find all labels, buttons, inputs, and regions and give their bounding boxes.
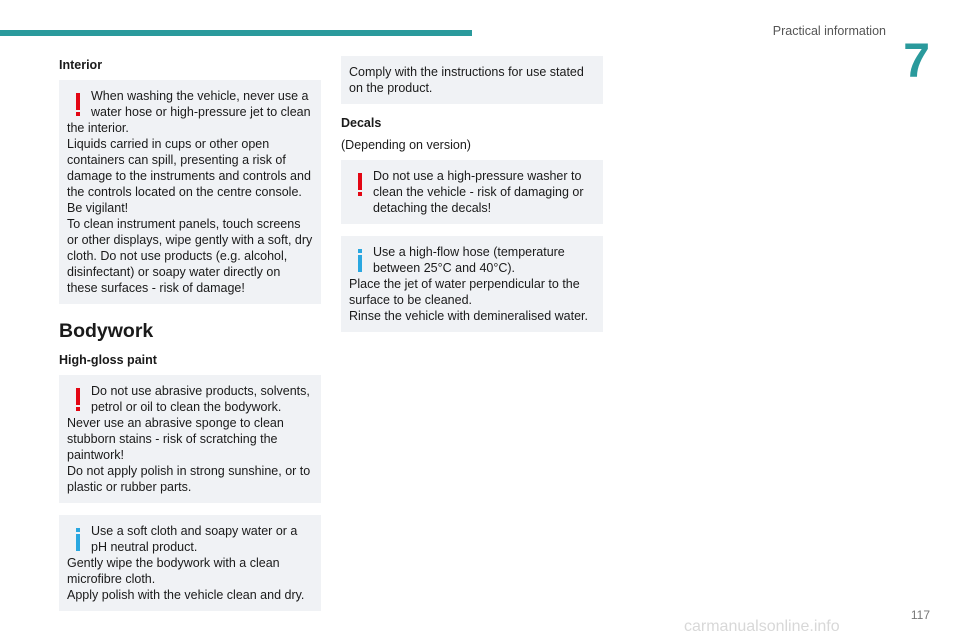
info-icon	[354, 249, 366, 272]
notice-text: Place the jet of water perpendicular to the surface to be cleaned.	[349, 277, 580, 307]
notice-text: Rinse the vehicle with demineralised water.	[349, 309, 589, 323]
warning-icon	[72, 388, 84, 411]
paint-heading: High-gloss paint	[59, 353, 157, 367]
chapter-number: 7	[903, 35, 930, 88]
interior-heading: Interior	[59, 58, 103, 72]
warning-icon	[354, 173, 366, 196]
continued-box	[341, 56, 603, 104]
notice-text: Do not use abrasive products, solvents, petrol or oil to clean the bodywork.	[91, 384, 310, 414]
notice-text: When washing the vehicle, never use a water hose or high-pressure jet to clean	[91, 89, 311, 119]
notice-text: Liquids carried in cups or other open containers can spill, presenting a risk of damage to the instruments and controls and the controls located on the centre console. Be vigilant!	[67, 137, 311, 215]
bodywork-heading: Bodywork	[59, 320, 154, 342]
paint-warning-box	[59, 375, 321, 503]
notice-text: Use a soft cloth and soapy water or a pH neutral product.	[91, 524, 298, 554]
notice-text: To clean instrument panels, touch screens or other displays, wipe gently with a soft, dry cloth. Do not use products (e.g. alcohol, disinfectant) or soapy water directly on these surfaces - risk of damage!	[67, 217, 313, 295]
watermark: carmanualsonline.info	[684, 618, 840, 635]
decals-version-note: (Depending on version)	[341, 138, 471, 152]
header-accent-bar	[0, 30, 472, 36]
notice-text: Do not apply polish in strong sunshine, or to plastic or rubber parts.	[67, 464, 311, 494]
interior-warning-box	[59, 80, 321, 304]
decals-info-box	[341, 236, 603, 332]
notice-text: Do not use a high-pressure washer to clean the vehicle - risk of damaging or detaching the decals!	[373, 169, 584, 215]
section-title: Practical information	[772, 24, 886, 38]
paint-info-box	[59, 515, 321, 611]
notice-text: the interior.	[67, 121, 129, 135]
decals-warning-box	[341, 160, 603, 224]
info-icon	[72, 528, 84, 551]
decals-heading: Decals	[341, 116, 382, 130]
notice-text: Gently wipe the bodywork with a clean microfibre cloth.	[67, 556, 280, 586]
notice-text: Use a high-flow hose (temperature between 25°C and 40°C).	[373, 245, 565, 275]
page-number: 117	[910, 608, 930, 622]
notice-text: Apply polish with the vehicle clean and dry.	[67, 588, 305, 602]
notice-text: Comply with the instructions for use stated on the product.	[349, 65, 584, 95]
warning-icon	[72, 93, 84, 116]
right-column	[341, 56, 603, 344]
left-column	[59, 56, 321, 623]
notice-text: Never use an abrasive sponge to clean stubborn stains - risk of scratching the paintwork!	[67, 416, 284, 462]
